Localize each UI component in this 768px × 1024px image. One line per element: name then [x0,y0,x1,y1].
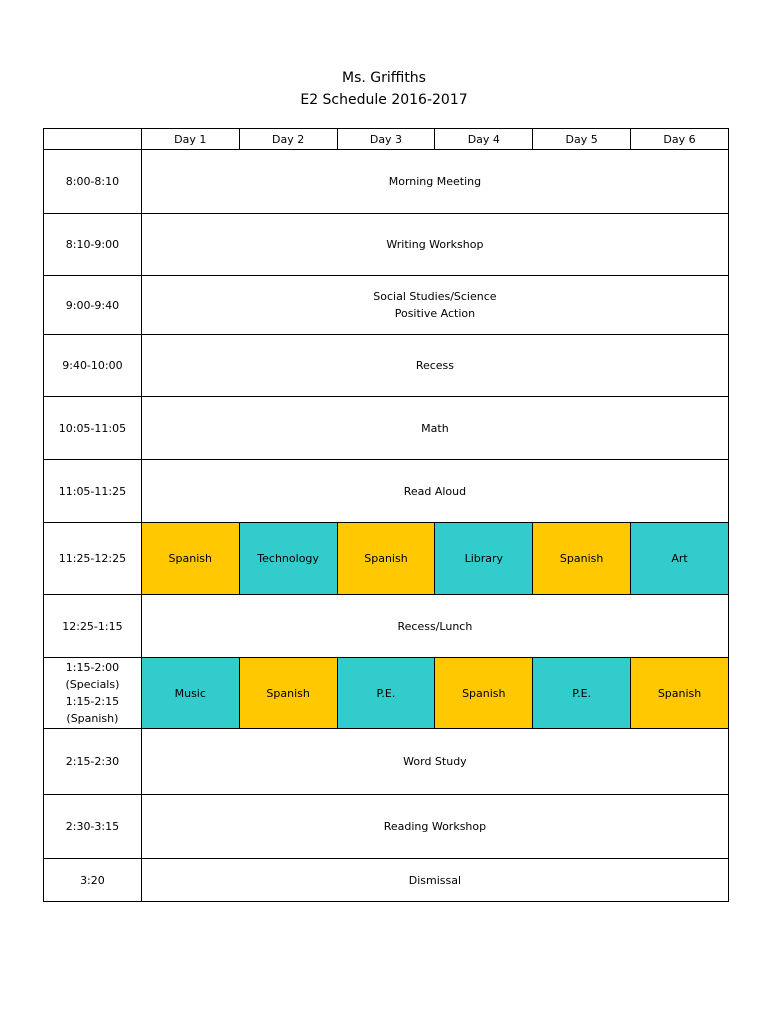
activity-cell: Read Aloud [141,460,728,523]
activity-cell [141,276,728,335]
schedule-row [44,276,729,335]
special-cell: P.E. [533,658,631,729]
time-cell [44,658,142,729]
schedule-row [44,795,729,859]
special-cell: Spanish [239,658,337,729]
schedule-row [44,859,729,902]
time-line: (Spanish) [66,712,119,725]
time-line: 1:15-2:15 [65,695,120,708]
time-cell: 9:00-9:40 [44,276,142,335]
teacher-name: Ms. Griffiths [342,70,426,86]
activity-line: Social Studies/Science [373,290,497,303]
activity-cell: Recess [141,335,728,397]
special-cell: Library [435,523,533,595]
time-line: 1:15-2:00 [65,661,120,674]
special-cell: Music [141,658,239,729]
time-cell: 2:30-3:15 [44,795,142,859]
activity-cell: Recess/Lunch [141,595,728,658]
activity-cell: Math [141,397,728,460]
activity-cell: Word Study [141,729,728,795]
time-cell: 8:00-8:10 [44,150,142,214]
special-cell: Spanish [631,658,729,729]
schedule-row [44,460,729,523]
time-cell: 8:10-9:00 [44,214,142,276]
schedule-row [44,595,729,658]
schedule-row [44,658,729,729]
activity-cell: Morning Meeting [141,150,728,214]
special-cell: Spanish [141,523,239,595]
corner-cell [44,129,142,150]
day-header-3: Day 3 [337,129,435,150]
time-cell: 9:40-10:00 [44,335,142,397]
schedule-row [44,397,729,460]
schedule-row [44,729,729,795]
day-header-1: Day 1 [141,129,239,150]
special-cell: Technology [239,523,337,595]
header-row [44,129,729,150]
schedule-table [43,128,729,902]
activity-cell: Writing Workshop [141,214,728,276]
time-line: (Specials) [65,678,120,691]
activity-cell: Reading Workshop [141,795,728,859]
special-cell: Art [631,523,729,595]
time-cell: 3:20 [44,859,142,902]
time-cell: 2:15-2:30 [44,729,142,795]
day-header-6: Day 6 [631,129,729,150]
title-block [0,67,768,111]
special-cell: P.E. [337,658,435,729]
schedule-row [44,150,729,214]
schedule-row [44,523,729,595]
schedule-row [44,214,729,276]
time-cell: 11:05-11:25 [44,460,142,523]
special-cell: Spanish [435,658,533,729]
day-header-2: Day 2 [239,129,337,150]
special-cell: Spanish [337,523,435,595]
time-cell: 10:05-11:05 [44,397,142,460]
special-cell: Spanish [533,523,631,595]
day-header-5: Day 5 [533,129,631,150]
day-header-4: Day 4 [435,129,533,150]
schedule-row [44,335,729,397]
activity-line: Positive Action [394,307,476,320]
time-cell: 11:25-12:25 [44,523,142,595]
time-cell: 12:25-1:15 [44,595,142,658]
schedule-title: E2 Schedule 2016-2017 [300,92,468,108]
activity-cell: Dismissal [141,859,728,902]
